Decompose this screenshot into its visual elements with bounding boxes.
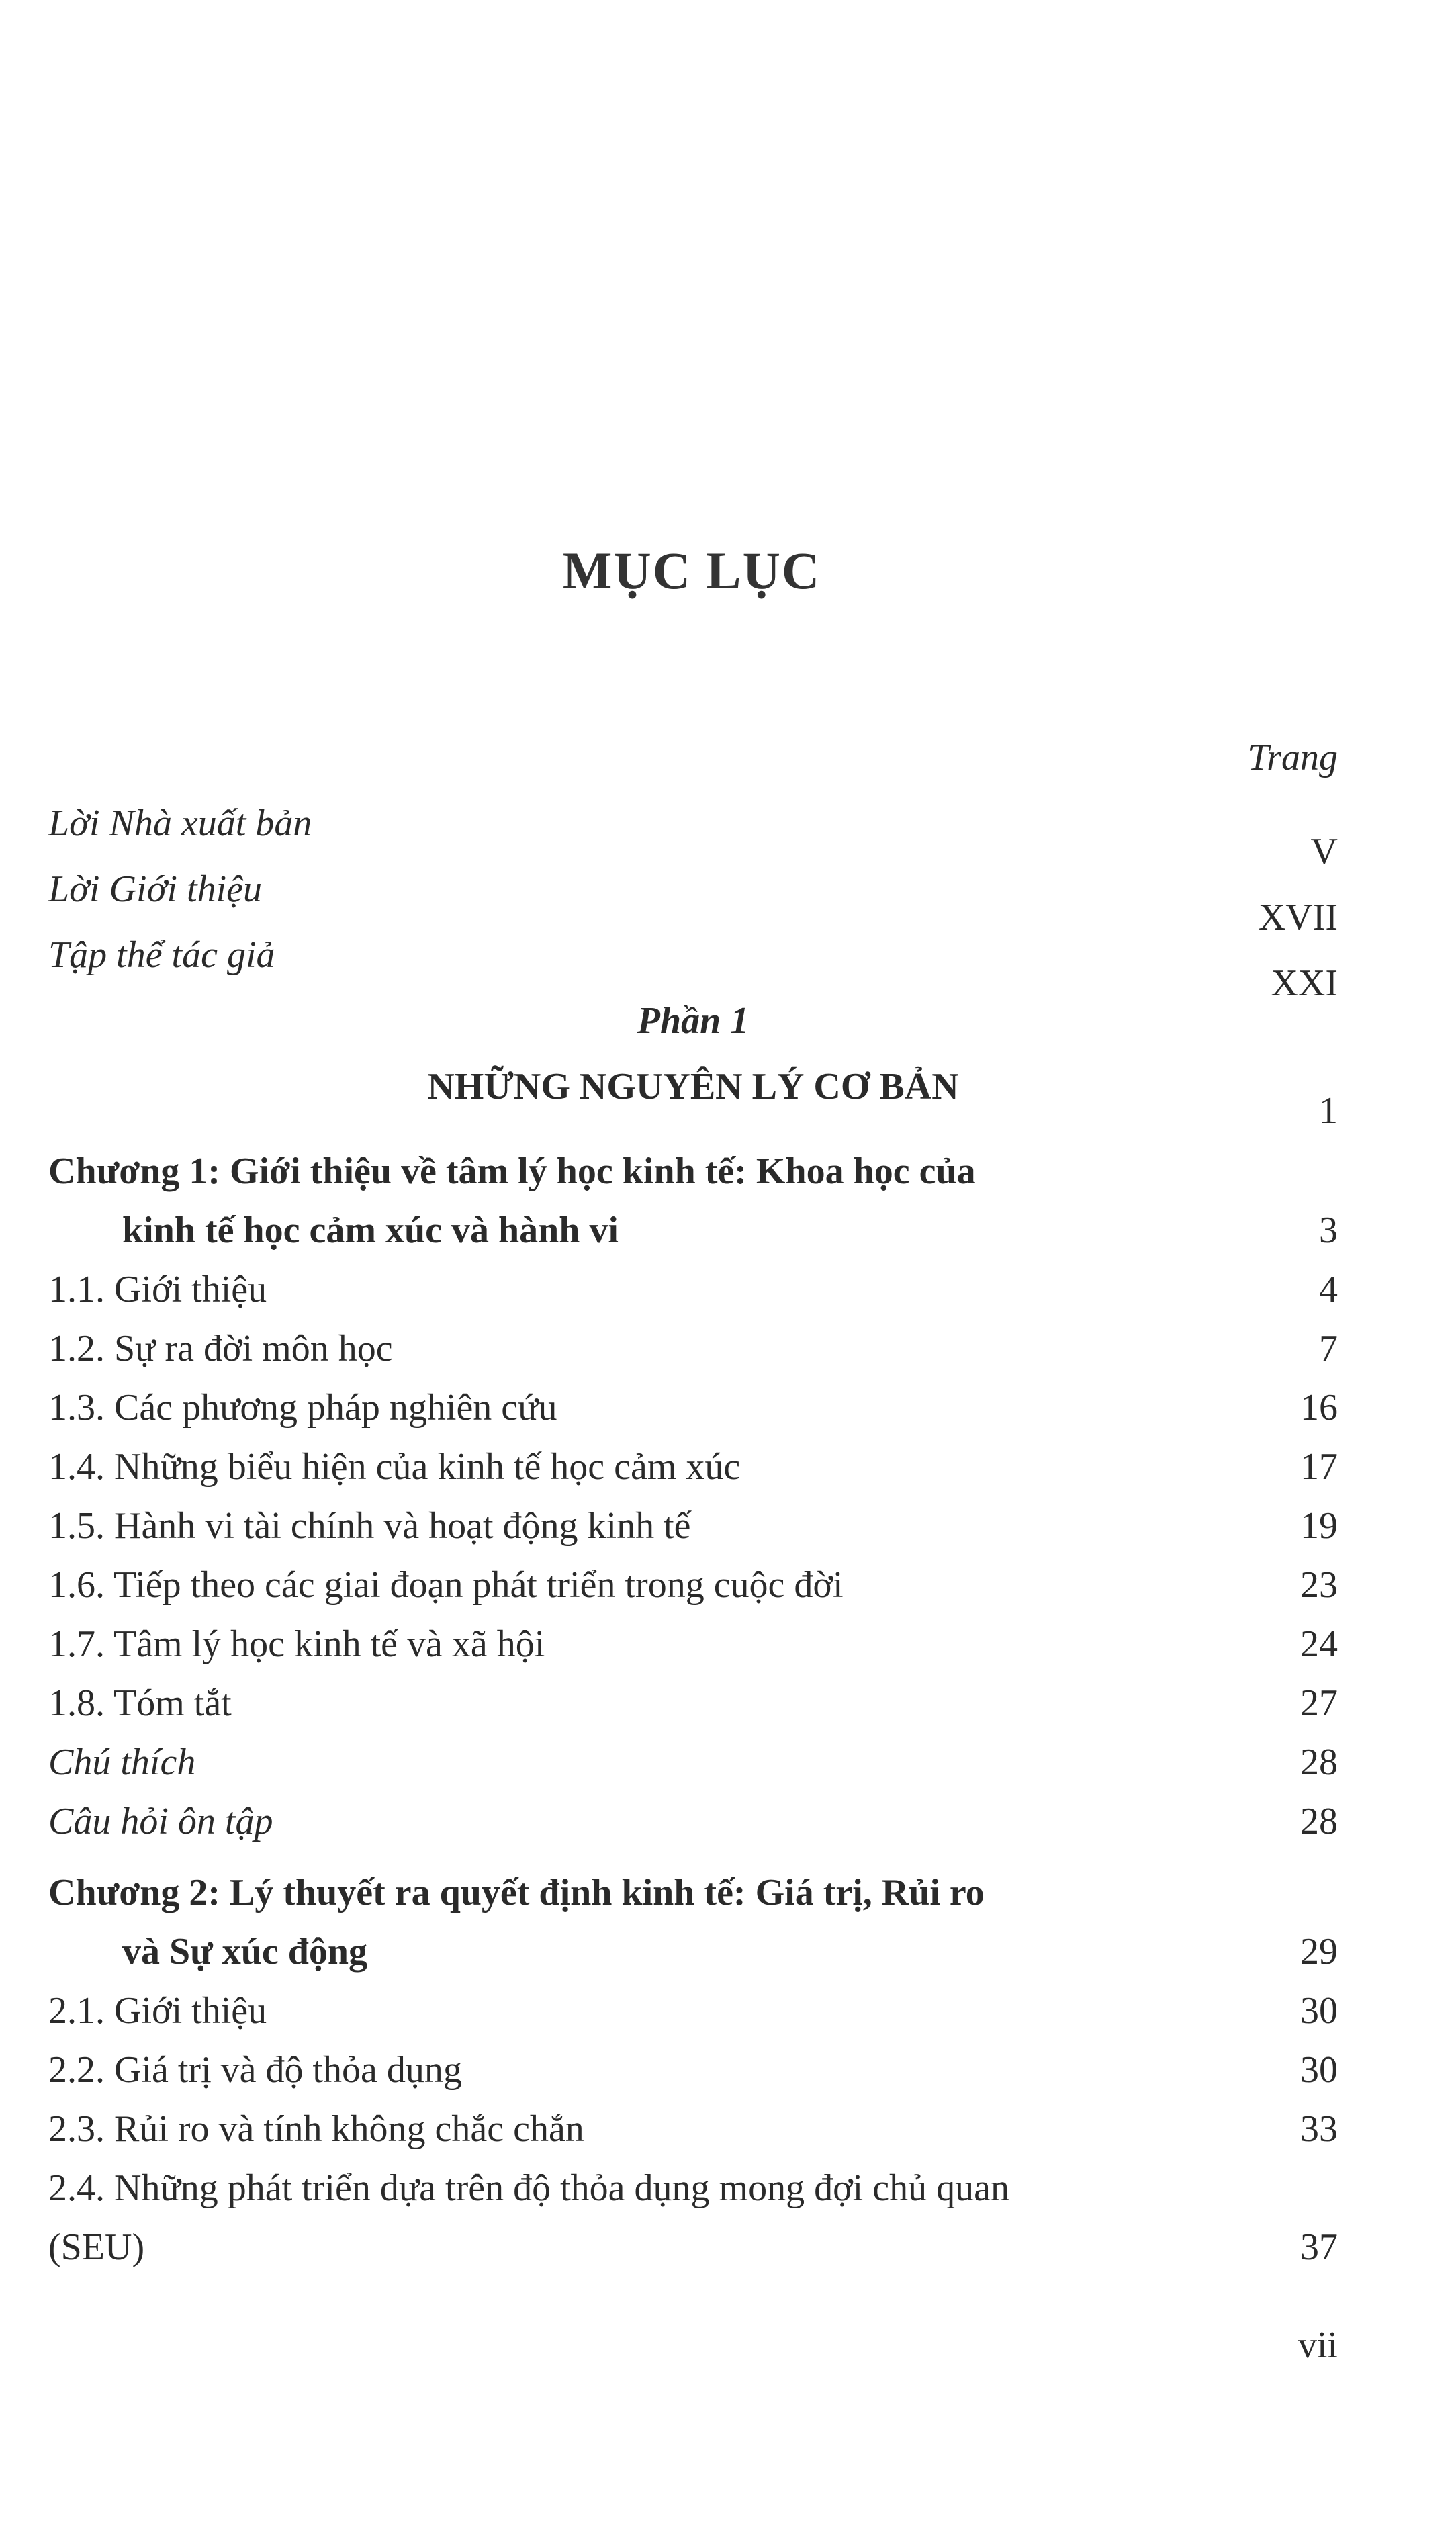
toc-entry-page: 16: [1300, 1387, 1338, 1429]
toc-entry-label-line1: 2.4. Những phát triển dựa trên độ thỏa dụng mong đợi chủ quan: [48, 2167, 1009, 2209]
toc-entry-review-questions: [48, 1792, 1338, 1851]
toc-entry-section: [48, 1437, 1338, 1496]
toc-entry-chapter-1: [48, 1142, 1338, 1260]
toc-entry-label: Lời Giới thiệu: [48, 868, 263, 910]
toc-entry-page: 30: [1300, 1990, 1338, 2032]
toc-entry-label: 1.1. Giới thiệu: [48, 1269, 267, 1310]
toc-entry-page: 23: [1300, 1564, 1338, 1606]
toc-entry-page: XVII: [1258, 897, 1338, 938]
toc-entry-section: [48, 1378, 1338, 1437]
toc-entry-page: 7: [1319, 1328, 1338, 1369]
toc-entry-page: 29: [1300, 1931, 1338, 1973]
chapter-title-line2: kinh tế học cảm xúc và hành vi: [122, 1210, 619, 1251]
toc-entry-page: XXI: [1271, 962, 1338, 1004]
toc-entry-page: 27: [1300, 1682, 1338, 1724]
toc-entry-section: [48, 1981, 1338, 2040]
part-name: NHỮNG NGUYÊN LÝ CƠ BẢN: [427, 1066, 959, 1107]
chapter-title-line2: và Sự xúc động: [122, 1931, 368, 1973]
toc-entry-label: [48, 2159, 1338, 2277]
toc-entry-section: [48, 1319, 1338, 1378]
toc-entry-label: 1.8. Tóm tắt: [48, 1682, 232, 1724]
toc-entry-page: 30: [1300, 2049, 1338, 2091]
chapter-title-line1: Chương 2: Lý thuyết ra quyết định kinh tế: Giá trị, Rủi ro: [48, 1872, 985, 1913]
table-of-contents: [48, 739, 1338, 2277]
toc-entry-page: 3: [1319, 1210, 1338, 1251]
toc-entry-label: 1.3. Các phương pháp nghiên cứu: [48, 1387, 557, 1429]
toc-entry-page: 37: [1300, 2226, 1338, 2268]
toc-entry-page: 19: [1300, 1505, 1338, 1547]
toc-entry-label: 1.4. Những biểu hiện của kinh tế học cảm xúc: [48, 1446, 741, 1488]
toc-entry-section: [48, 1555, 1338, 1615]
toc-entry-page: 17: [1300, 1446, 1338, 1488]
toc-entry-section: [48, 2099, 1338, 2159]
toc-entry-page: V: [1310, 831, 1338, 872]
toc-entry-section: [48, 2159, 1338, 2277]
toc-entry-section: [48, 1260, 1338, 1319]
toc-entry-section: [48, 1674, 1338, 1733]
toc-entry-label-line2: (SEU): [48, 2226, 145, 2268]
part-label: Phần 1: [637, 1000, 749, 1042]
toc-entry-page: 4: [1319, 1269, 1338, 1310]
page-number: vii: [1298, 2324, 1338, 2366]
toc-entry-section: [48, 1496, 1338, 1555]
toc-entry-page: 33: [1300, 2108, 1338, 2150]
toc-entry-chapter-2: [48, 1863, 1338, 1981]
chapter-title: [48, 1142, 1338, 1260]
toc-entry-label: Tập thể tác giả: [48, 934, 275, 976]
toc-entry-notes: [48, 1733, 1338, 1792]
toc-entry-front-3: [48, 936, 1338, 1002]
toc-entry-part-1: [48, 1068, 1338, 1130]
toc-entry-label: Chú thích: [48, 1742, 196, 1783]
toc-entry-page: 28: [1300, 1742, 1338, 1783]
toc-entry-label: Lời Nhà xuất bản: [48, 803, 312, 844]
toc-entry-label: 2.1. Giới thiệu: [48, 1990, 267, 2032]
toc-entry-section: [48, 2040, 1338, 2099]
toc-entry-label: 2.3. Rủi ro và tính không chắc chắn: [48, 2108, 584, 2150]
toc-entry-label: 1.5. Hành vi tài chính và hoạt động kinh tế: [48, 1505, 691, 1547]
toc-entry-page: 28: [1300, 1801, 1338, 1842]
page-title: MỤC LỤC: [562, 541, 821, 600]
toc-entry-front-1: [48, 805, 1338, 870]
chapter-title: [48, 1863, 1338, 1981]
toc-entry-label: 2.2. Giá trị và độ thỏa dụng: [48, 2049, 462, 2091]
toc-entry-label: 1.6. Tiếp theo các giai đoạn phát triển trong cuộc đời: [48, 1564, 844, 1606]
toc-entry-label: 1.2. Sự ra đời môn học: [48, 1328, 393, 1369]
toc-entry-front-2: [48, 870, 1338, 936]
toc-entry-page: 1: [1319, 1090, 1338, 1132]
toc-entry-label: Câu hỏi ôn tập: [48, 1801, 273, 1842]
toc-entry-page: 24: [1300, 1623, 1338, 1665]
toc-entry-label: 1.7. Tâm lý học kinh tế và xã hội: [48, 1623, 545, 1665]
page-column-header: Trang: [1248, 737, 1338, 778]
chapter-title-line1: Chương 1: Giới thiệu về tâm lý học kinh tế: Khoa học của: [48, 1150, 976, 1192]
toc-entry-section: [48, 1615, 1338, 1674]
